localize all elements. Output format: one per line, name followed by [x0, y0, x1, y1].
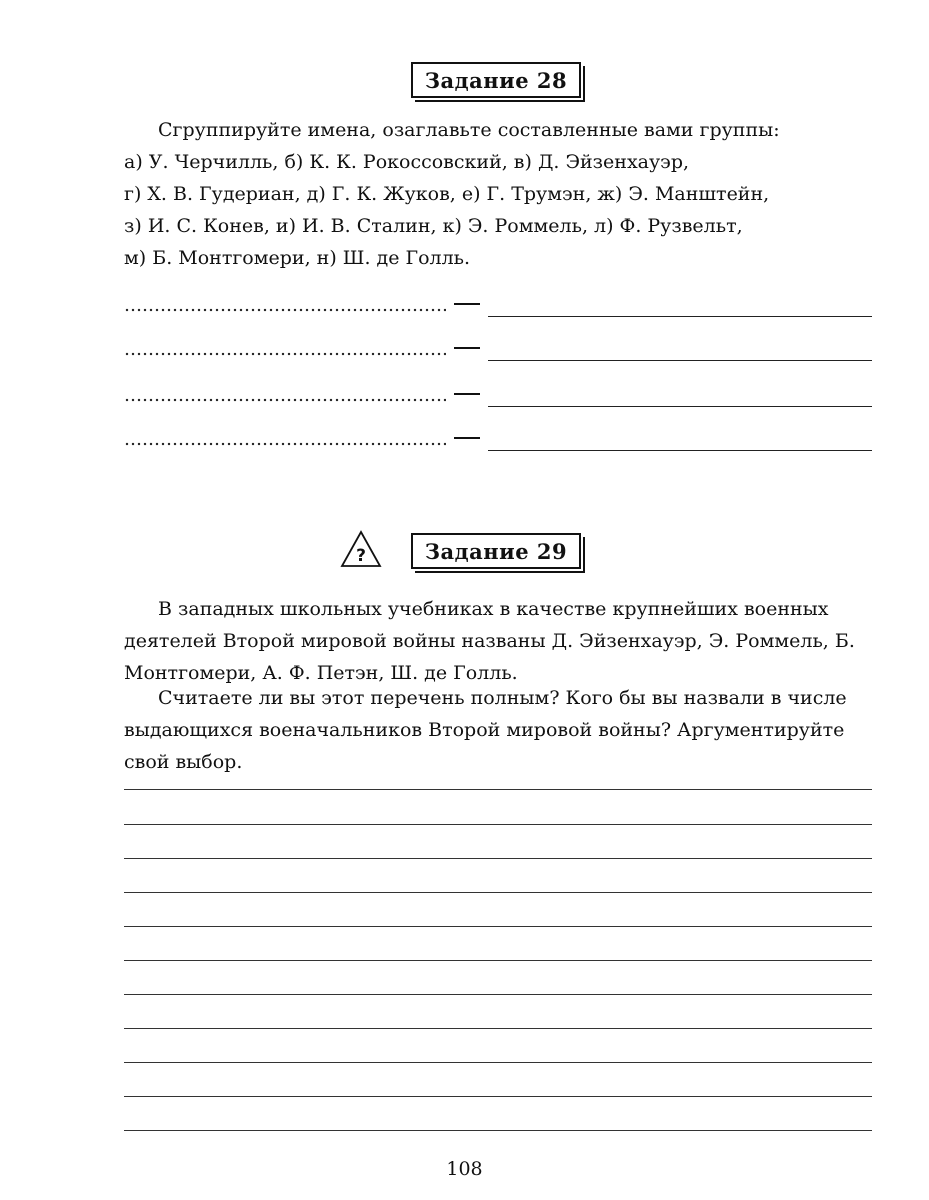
question-warning-icon	[340, 530, 382, 568]
group-members-blank[interactable]	[488, 360, 872, 361]
group-title-blank[interactable]	[124, 398, 446, 402]
answer-line[interactable]	[124, 926, 872, 927]
group-members-blank[interactable]	[488, 450, 872, 451]
answer-line[interactable]	[124, 858, 872, 859]
task-29-title-box	[411, 533, 581, 569]
task-28-title: Задание 28	[424, 67, 568, 93]
group-answer-row-4	[124, 428, 872, 458]
names-line: м) Б. Монтгомери, н) Ш. де Голль.	[124, 247, 471, 269]
task-29-paragraph-1	[124, 593, 876, 689]
group-answer-row-1	[124, 294, 872, 324]
answer-line[interactable]	[124, 824, 872, 825]
task-29-paragraph-2	[124, 682, 876, 778]
group-title-blank[interactable]	[124, 352, 446, 356]
group-title-blank[interactable]	[124, 308, 446, 312]
answer-dash	[454, 393, 480, 395]
task-29-title: Задание 29	[424, 538, 568, 564]
answer-line[interactable]	[124, 960, 872, 961]
answer-line[interactable]	[124, 1062, 872, 1063]
answer-line[interactable]	[124, 789, 872, 790]
names-line: г) Х. В. Гудериан, д) Г. К. Жуков, е) Г. Трумэн, ж) Э. Манштейн,	[124, 183, 770, 205]
answer-line[interactable]	[124, 1028, 872, 1029]
answer-dash	[454, 437, 480, 439]
answer-line[interactable]	[124, 994, 872, 995]
question-mark: ?	[356, 546, 366, 566]
page-number: 108	[446, 1158, 483, 1180]
answer-dash	[454, 347, 480, 349]
names-line: з) И. С. Конев, и) И. В. Сталин, к) Э. Роммель, л) Ф. Рузвельт,	[124, 215, 743, 237]
answer-dash	[454, 303, 480, 305]
group-members-blank[interactable]	[488, 316, 872, 317]
answer-line[interactable]	[124, 892, 872, 893]
task-28-instruction: Сгруппируйте имена, озаглавьте составленные вами группы:	[158, 119, 780, 141]
names-line: а) У. Черчилль, б) К. К. Рокоссовский, в) Д. Эйзенхауэр,	[124, 151, 690, 173]
task-28-names-list	[124, 146, 876, 274]
group-members-blank[interactable]	[488, 406, 872, 407]
answer-line[interactable]	[124, 1096, 872, 1097]
group-answer-row-2	[124, 338, 872, 368]
group-title-blank[interactable]	[124, 442, 446, 446]
answer-line[interactable]	[124, 1130, 872, 1131]
paragraph-text: В западных школьных учебниках в качестве крупнейших военных деятелей Второй мировой войны названы Д. Эйзенхауэр, Э. Роммель, Б. Монтгомери, А. Ф. Петэн, Ш. де Голль.	[124, 598, 855, 684]
group-answer-row-3	[124, 384, 872, 414]
paragraph-text: Считаете ли вы этот перечень полным? Кого бы вы назвали в числе выдающихся военачальников Второй мировой войны? Аргументируйте свой выбор.	[124, 687, 847, 773]
task-28-title-box	[411, 62, 581, 98]
